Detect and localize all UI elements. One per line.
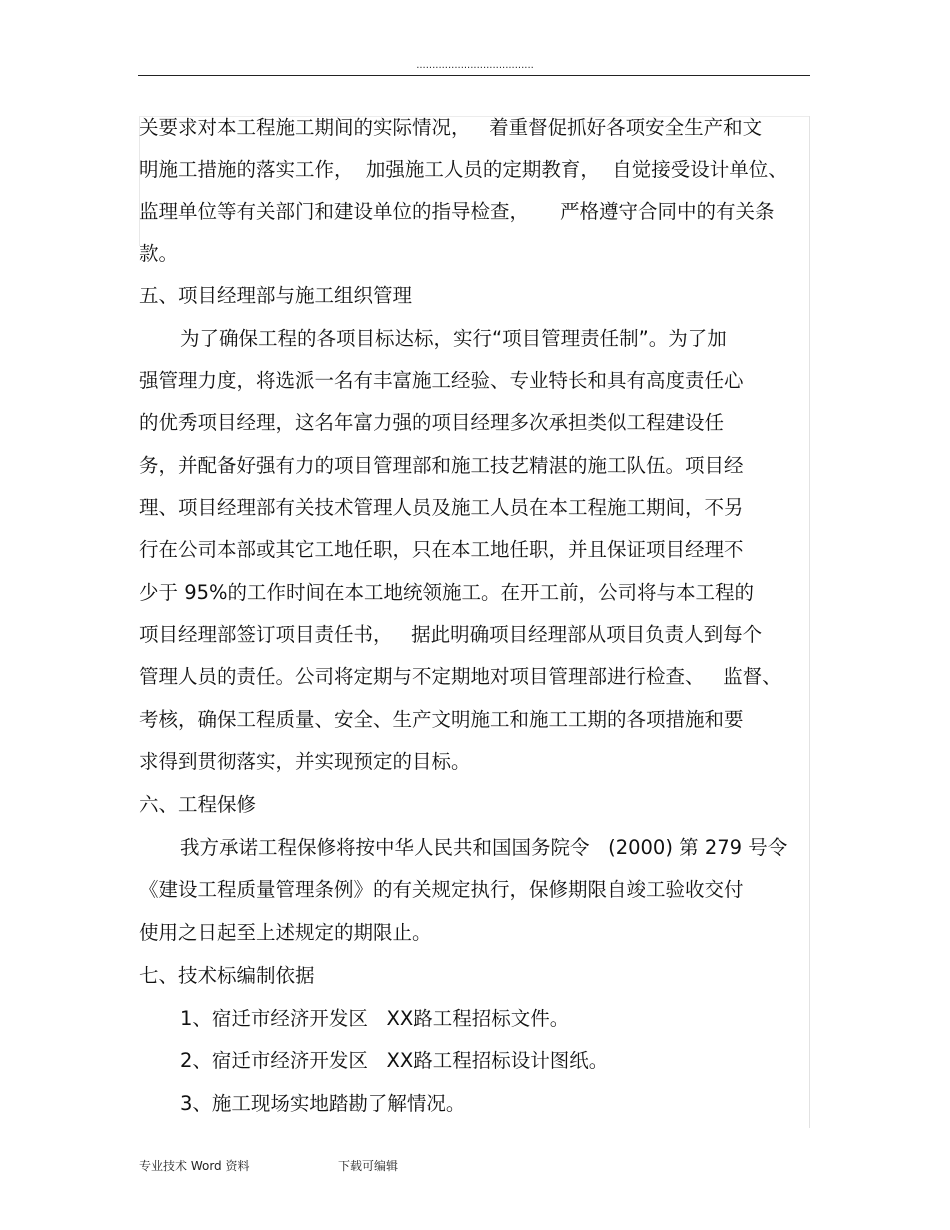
header-dots: ..................................... — [416, 60, 534, 71]
body-line: 明施工措施的落实工作， 加强施工人员的定期教育， 自觉接受设计单位、 — [139, 158, 788, 181]
body-line: 强管理力度，将选派一名有丰富施工经验、专业特长和具有高度责任心 — [139, 369, 744, 392]
body-line: 监理单位等有关部门和建设单位的指导检查， 严格遵守合同中的有关条 — [139, 200, 775, 223]
body-line: 《建设工程质量管理条例》的有关规定执行，保修期限自竣工验收交付 — [139, 878, 744, 901]
body-line: 项目经理部签订项目责任书， 据此明确项目经理部从项目负责人到每个 — [139, 623, 763, 646]
body-line: 使用之日起至上述规定的期限止。 — [139, 921, 432, 944]
frame-right-border — [809, 116, 810, 1128]
list-item: 2、宿迁市经济开发区 XX路工程招标设计图纸。 — [180, 1049, 609, 1072]
footer-right: 下载可编辑 — [338, 1159, 399, 1173]
body-line: 款。 — [139, 242, 179, 265]
body-line: 管理人员的责任。公司将定期与不定期地对项目管理部进行检查、 监督、 — [139, 665, 782, 688]
body-line: 理、项目经理部有关技术管理人员及施工人员在本工程施工期间，不另 — [139, 496, 744, 519]
body-line: 关要求对本工程施工期间的实际情况， 着重督促抓好各项安全生产和文 — [139, 116, 763, 139]
list-item: 1、宿迁市经济开发区 XX路工程招标文件。 — [180, 1007, 570, 1030]
body-line: 求得到贯彻落实，并实现预定的目标。 — [139, 750, 471, 773]
footer-left: 专业技术 Word 资料 — [139, 1159, 250, 1173]
paragraph-start: 我方承诺工程保修将按中华人民共和国国务院令 (2000) 第 279 号令 — [180, 836, 788, 859]
body-line: 少于 95%的工作时间在本工地统领施工。在开工前，公司将与本工程的 — [139, 581, 755, 604]
section-heading: 七、技术标编制依据 — [139, 964, 315, 987]
list-item: 3、施工现场实地踏勘了解情况。 — [180, 1092, 466, 1115]
header-rule — [138, 75, 810, 76]
section-heading: 五、项目经理部与施工组织管理 — [139, 284, 413, 307]
body-line: 务，并配备好强有力的项目管理部和施工技艺精湛的施工队伍。项目经 — [139, 454, 744, 477]
paragraph-start: 为了确保工程的各项目标达标，实行“项目管理责任制”。为了加 — [180, 327, 727, 350]
body-line: 考核，确保工程质量、安全、生产文明施工和施工工期的各项措施和要 — [139, 708, 744, 731]
body-line: 行在公司本部或其它工地任职，只在本工地任职，并且保证项目经理不 — [139, 538, 744, 561]
section-heading: 六、工程保修 — [139, 793, 257, 816]
body-line: 的优秀项目经理，这名年富力强的项目经理多次承担类似工程建设任 — [139, 411, 725, 434]
